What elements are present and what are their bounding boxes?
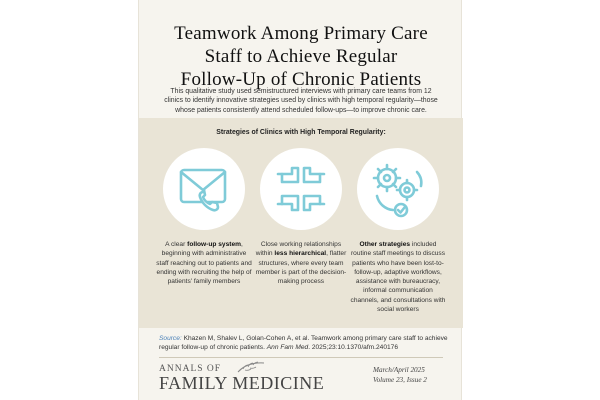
intro-text [151,87,451,115]
source-label: Source: [159,335,182,342]
strategy-other-text [349,240,447,314]
logo-annals-of: ANNALS OF [159,364,222,374]
other-strategies-icon-circle [357,148,439,230]
strategy-3-post: included routine staff meetings to discuss patients who have been lost-to-follow-up, adaptive workflows, assistance with bureaucracy, informal communication channels, and consultations with social workers [350,241,446,314]
strategy-3-bold: Other strategies [359,241,411,248]
source-journal: Ann Fam Med [266,344,309,352]
strategy-2-post: , flatter structures, where every team member is part of the decision-making process [255,250,347,286]
infographic-poster [138,0,462,400]
title-line-2: Staff to Achieve Regular [204,46,398,67]
issue-volume: Volume 23, Issue 2 [373,375,427,384]
strategy-follow-up-text [155,240,253,286]
leaf-logo-icon [237,360,265,374]
issue-date: March/April 2025 [373,366,425,374]
source-citation [159,334,449,353]
strategy-1-post: , beginning with administrative staff reaching out to patients and ending with recruiting the help of patients' family members [156,241,252,286]
footer-divider [159,357,443,358]
envelope-phone-icon [163,148,245,230]
intro-line-3: whose patients consistently attend scheduled follow-ups—to improve chronic care. [175,106,427,114]
strategy-2-bold: less hierarchical [274,250,327,258]
strategy-1-pre: A clear [165,241,188,248]
intro-line-1: This qualitative study used semistructured interviews with primary care teams from 12 [170,88,432,95]
strategy-2-pre: Close working relationships within [255,241,342,258]
gears-checkmark-icon [357,148,439,230]
title-line-1: Teamwork Among Primary Care [174,23,428,44]
title-line-3: Follow-Up of Chronic Patients [180,69,422,90]
page-title [139,22,463,91]
strategies-heading: Strategies of Clinics with High Temporal Regularity: [216,129,386,136]
strategy-hierarchy-text [252,240,350,286]
source-authors: Khazen M, Shalev L, Golan-Cohen A, et al. Teamwork among primary care staff to achieve regular follow-up of chronic patients. [159,335,448,352]
logo-family-medicine: FAMILY MEDICINE [159,373,325,393]
teamwork-icon-circle [260,148,342,230]
issue-info [373,366,453,385]
teamwork-hands-icon [260,148,342,230]
intro-line-2: clinics to identify innovative strategies used by clinics with high temporal regularity—those [164,97,438,105]
follow-up-icon-circle [163,148,245,230]
source-rest: . 2025;23:10.1370/afm.240176 [308,344,399,352]
strategies-panel [139,118,463,328]
strategy-1-bold: follow-up system [187,241,241,248]
